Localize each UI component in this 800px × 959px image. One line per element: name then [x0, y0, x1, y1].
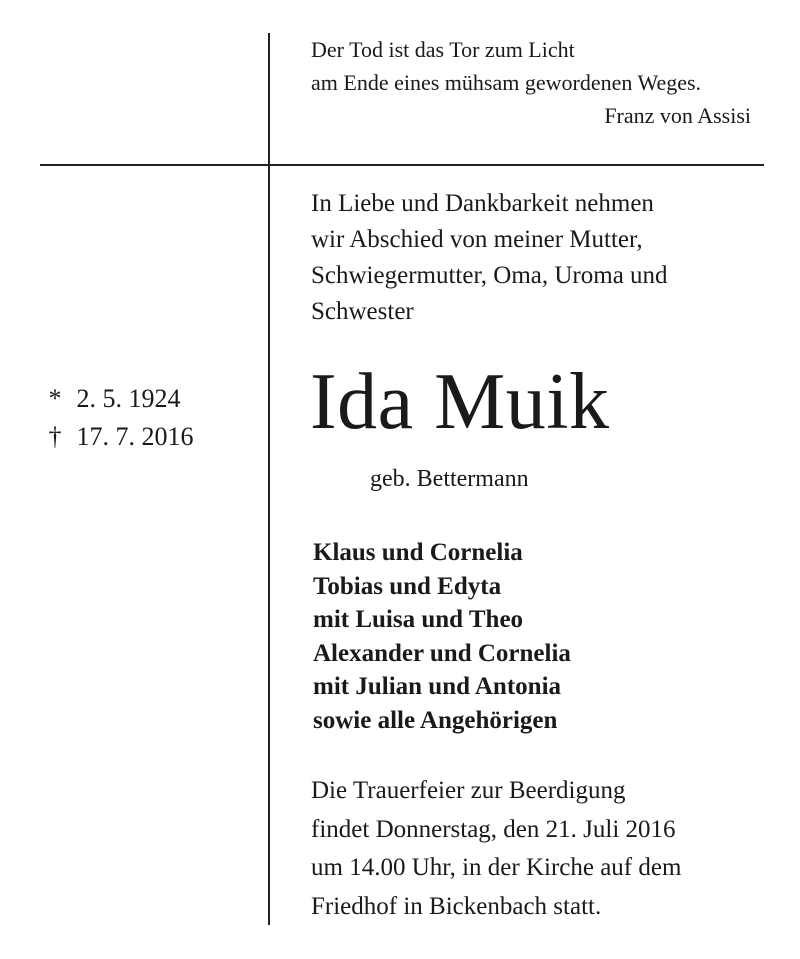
birth-date: 2. 5. 1924 — [76, 384, 181, 413]
ceremony-line: um 14.00 Uhr, in der Kirche auf dem — [311, 854, 682, 881]
ceremony-line: Friedhof in Bickenbach statt. — [311, 892, 602, 920]
intro-line: In Liebe und Dankbarkeit nehmen — [311, 190, 654, 217]
quote-line: am Ende eines mühsam gewordenen Weges. — [311, 70, 702, 95]
quote-line: Der Tod ist das Tor zum Licht — [311, 37, 575, 62]
horizontal-divider — [40, 164, 764, 166]
intro-line: wir Abschied von meiner Mutter, — [311, 226, 643, 253]
deceased-name: Ida Muik — [310, 358, 610, 446]
birth-row — [40, 380, 240, 418]
death-cross-icon: † — [48, 422, 62, 451]
family-line: mit Luisa und Theo — [313, 606, 524, 634]
birth-star-icon: * — [48, 384, 62, 413]
ceremony-line: Die Trauerfeier zur Beerdigung — [311, 777, 626, 804]
intro-line: Schwester — [311, 298, 414, 325]
death-row — [40, 418, 240, 456]
quote-block — [311, 33, 781, 132]
life-dates — [40, 380, 240, 456]
ceremony-line: findet Donnerstag, den 21. Juli 2016 — [311, 815, 676, 843]
quote-author: Franz von Assisi — [604, 103, 751, 128]
family-line: Klaus und Cornelia — [313, 539, 523, 566]
ceremony-info — [311, 772, 791, 926]
vertical-divider — [268, 33, 270, 925]
maiden-name: geb. Bettermann — [370, 466, 529, 492]
intro-line: Schwiegermutter, Oma, Uroma und — [311, 262, 668, 289]
family-line: Tobias und Edyta — [313, 572, 502, 600]
family-list — [313, 536, 571, 738]
family-line: sowie alle Angehörigen — [313, 706, 558, 734]
family-line: mit Julian und Antonia — [313, 673, 562, 701]
intro-text — [311, 186, 781, 330]
family-line: Alexander und Cornelia — [313, 639, 571, 667]
death-date: 17. 7. 2016 — [76, 422, 194, 451]
